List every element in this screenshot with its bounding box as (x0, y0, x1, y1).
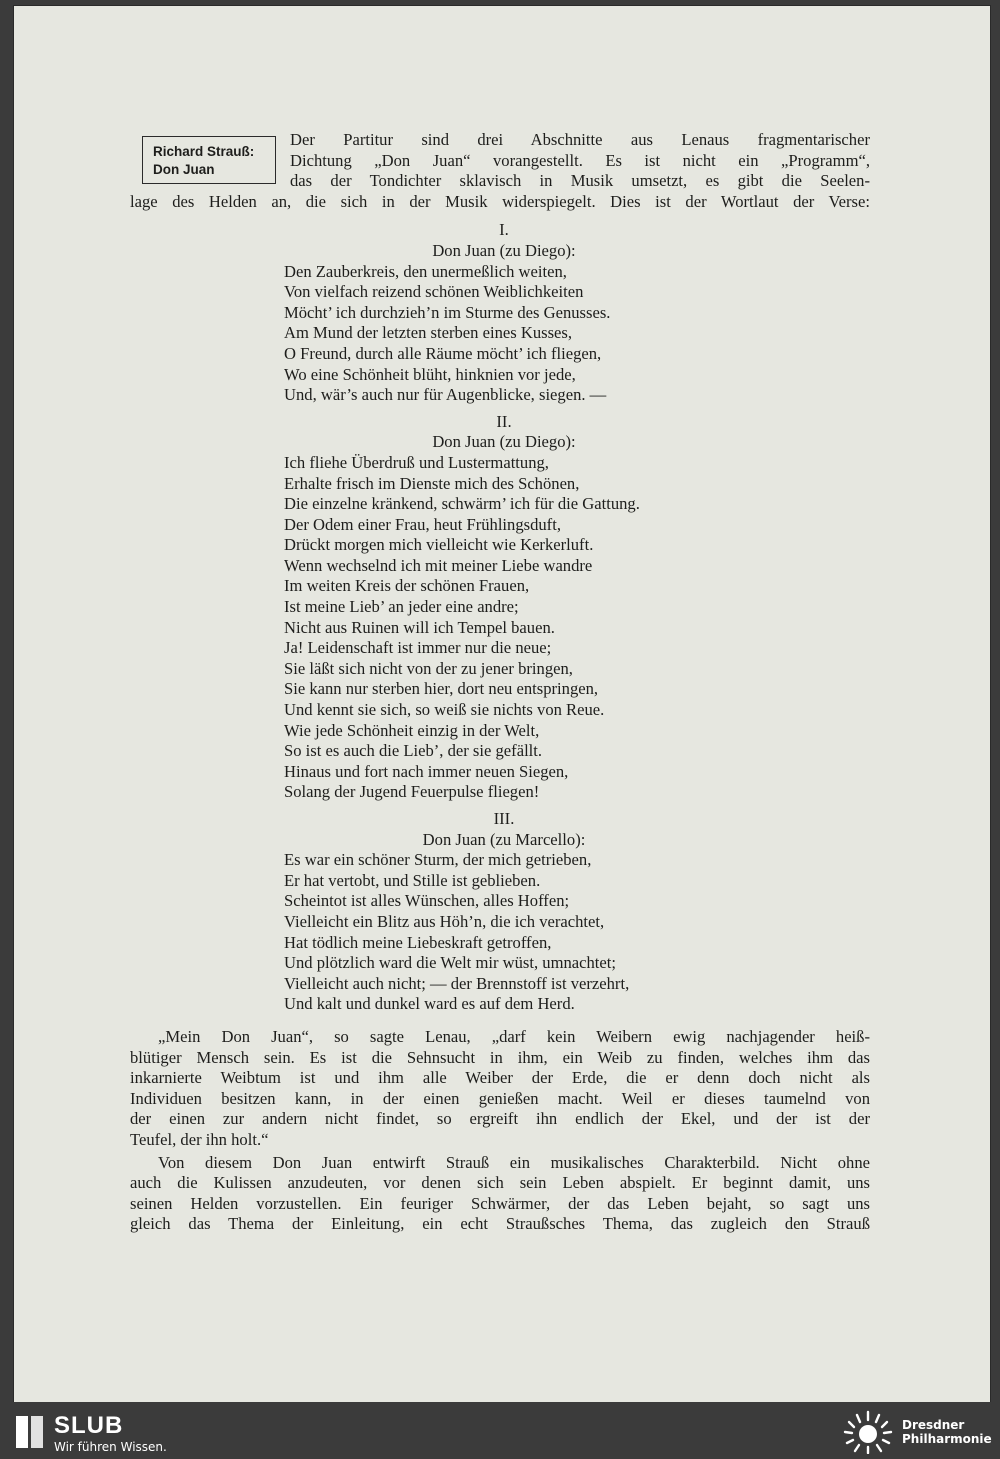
prose-line: der einen zur andern nicht findet, so ergreift ihn endlich der Ekel, und der ist der (130, 1109, 870, 1129)
verse-line: Und, wär’s auch nur für Augenblicke, siegen. — (284, 385, 607, 405)
prose-line: Individuen besitzen kann, in der einen genießen macht. Weil er dieses taumelnd von (130, 1088, 870, 1108)
label-composer: Richard Strauß: (153, 144, 255, 159)
scanned-page (14, 6, 990, 1402)
verse-section-3 (284, 809, 724, 1015)
verse-line: Solang der Jugend Feuerpulse fliegen! (284, 782, 540, 802)
intro-line: lage des Helden an, die sich in der Musik widerspiegelt. Dies ist der Wortlaut der Verse: (130, 191, 870, 211)
verse-section-2 (284, 412, 724, 803)
verse-line: Und kalt und dunkel ward es auf dem Herd. (284, 994, 575, 1014)
slub-name[interactable]: SLUB (54, 1412, 124, 1439)
verse-line: Am Mund der letzten sterben eines Kusses, (284, 323, 573, 343)
section-label-box (142, 136, 276, 184)
prose-paragraph-1 (130, 1027, 870, 1151)
prose-line: Teufel, der ihn holt.“ (130, 1129, 269, 1149)
verse-line: Vielleicht ein Blitz aus Höh’n, die ich verachtet, (284, 911, 605, 931)
prose-paragraph-2 (130, 1153, 870, 1235)
verse-line: Erhalte frisch im Dienste mich des Schönen, (284, 473, 580, 493)
verse-line: Es war ein schöner Sturm, der mich getrieben, (284, 850, 592, 870)
label-work: Don Juan (153, 162, 215, 177)
verse-line: Ist meine Lieb’ an jeder eine andre; (284, 597, 519, 617)
verse-section-1 (284, 220, 724, 405)
verse-line: Wenn wechselnd ich mit meiner Liebe wandre (284, 555, 593, 575)
verse-line: Ja! Leidenschaft ist immer nur die neue; (284, 638, 552, 658)
verse-title: Don Juan (zu Diego): (432, 432, 576, 452)
prose-line: blütiger Mensch sein. Es ist die Sehnsucht in ihm, ein Weib zu finden, welches ihm das (130, 1047, 870, 1067)
verse-line: O Freund, durch alle Räume möcht’ ich fliegen, (284, 343, 602, 363)
verse-line: Er hat vertobt, und Stille ist geblieben. (284, 870, 541, 890)
verse-line: Sie läßt sich nicht von der zu jener bringen, (284, 658, 573, 678)
prose-line: auch die Kulissen anzudeuten, vor denen sich sein Leben abspielt. Er beginnt damit, uns (130, 1173, 870, 1193)
prose-line: gleich das Thema der Einleitung, ein echt Straußsches Thema, das zugleich den Strauß (130, 1214, 870, 1234)
verse-number: I. (499, 220, 509, 240)
intro-line: das der Tondichter sklavisch in Musik umsetzt, es gibt die Seelen- (290, 171, 870, 191)
verse-line: Und plötzlich ward die Welt mir wüst, umnachtet; (284, 953, 617, 973)
verse-line: Wie jede Schönheit einzig in der Welt, (284, 720, 540, 740)
verse-line: Von vielfach reizend schönen Weiblichkeiten (284, 282, 584, 302)
verse-line: Hat tödlich meine Liebeskraft getroffen, (284, 932, 552, 952)
verse-line: Drückt morgen mich vielleicht wie Kerkerluft. (284, 535, 594, 555)
intro-paragraph (130, 130, 870, 212)
page-content (130, 130, 870, 1235)
dresdner-philharmonie-name[interactable] (902, 1418, 992, 1446)
verse-line: Im weiten Kreis der schönen Frauen, (284, 576, 530, 596)
verse-line: Wo eine Schönheit blüht, hinknien vor jede, (284, 364, 576, 384)
verse-line: Und kennt sie sich, so weiß sie nichts von Reue. (284, 700, 605, 720)
verse-number: III. (493, 809, 515, 828)
prose-section (130, 1027, 870, 1235)
slub-slogan: Wir führen Wissen. (54, 1440, 167, 1454)
prose-line: Von diesem Don Juan entwirft Strauß ein musikalisches Charakterbild. Nicht ohne (158, 1152, 870, 1172)
verse-line: Vielleicht auch nicht; — der Brennstoff ist verzehrt, (284, 973, 630, 993)
intro-line: Dichtung „Don Juan“ vorangestellt. Es ist nicht ein „Programm“, (290, 150, 870, 170)
verse-line: Ich fliehe Überdruß und Lustermattung, (284, 452, 549, 472)
dresdner-philharmonie-sunburst-icon (842, 1410, 894, 1454)
verse-number: II. (496, 411, 512, 431)
dp-line2: Philharmonie (902, 1432, 992, 1446)
verse-title: Don Juan (zu Marcello): (422, 829, 586, 849)
verse-line: Möcht’ ich durchzieh’n im Sturme des Genusses. (284, 302, 611, 322)
intro-line: Der Partitur sind drei Abschnitte aus Lenaus fragmentarischer (290, 130, 870, 149)
verse-line: Scheintot ist alles Wünschen, alles Hoffen; (284, 891, 570, 911)
prose-line: „Mein Don Juan“, so sagte Lenau, „darf kein Weibern ewig nachjagender heiß- (158, 1026, 870, 1046)
prose-line: inkarnierte Weibtum ist und ihm alle Weiber der Erde, die er denn doch nicht als (130, 1068, 870, 1088)
verse-line: Nicht aus Ruinen will ich Tempel bauen. (284, 617, 555, 637)
slub-book-icon (14, 1412, 46, 1452)
prose-line: seinen Helden vorzustellen. Ein feuriger Schwärmer, der das Leben bejaht, so sagt uns (130, 1193, 870, 1213)
verse-line: Der Odem einer Frau, heut Frühlingsduft, (284, 514, 561, 534)
verse-title: Don Juan (zu Diego): (432, 240, 576, 260)
verse-line: Den Zauberkreis, den unermeßlich weiten, (284, 261, 567, 281)
verse-line: Sie kann nur sterben hier, dort neu entspringen, (284, 679, 599, 699)
verse-line: Die einzelne kränkend, schwärm’ ich für die Gattung. (284, 494, 640, 514)
dp-line1: Dresdner (902, 1418, 965, 1432)
verse-line: So ist es auch die Lieb’, der sie gefällt. (284, 741, 543, 761)
footer-bar (0, 1402, 1000, 1459)
verse-line: Hinaus und fort nach immer neuen Siegen, (284, 761, 569, 781)
